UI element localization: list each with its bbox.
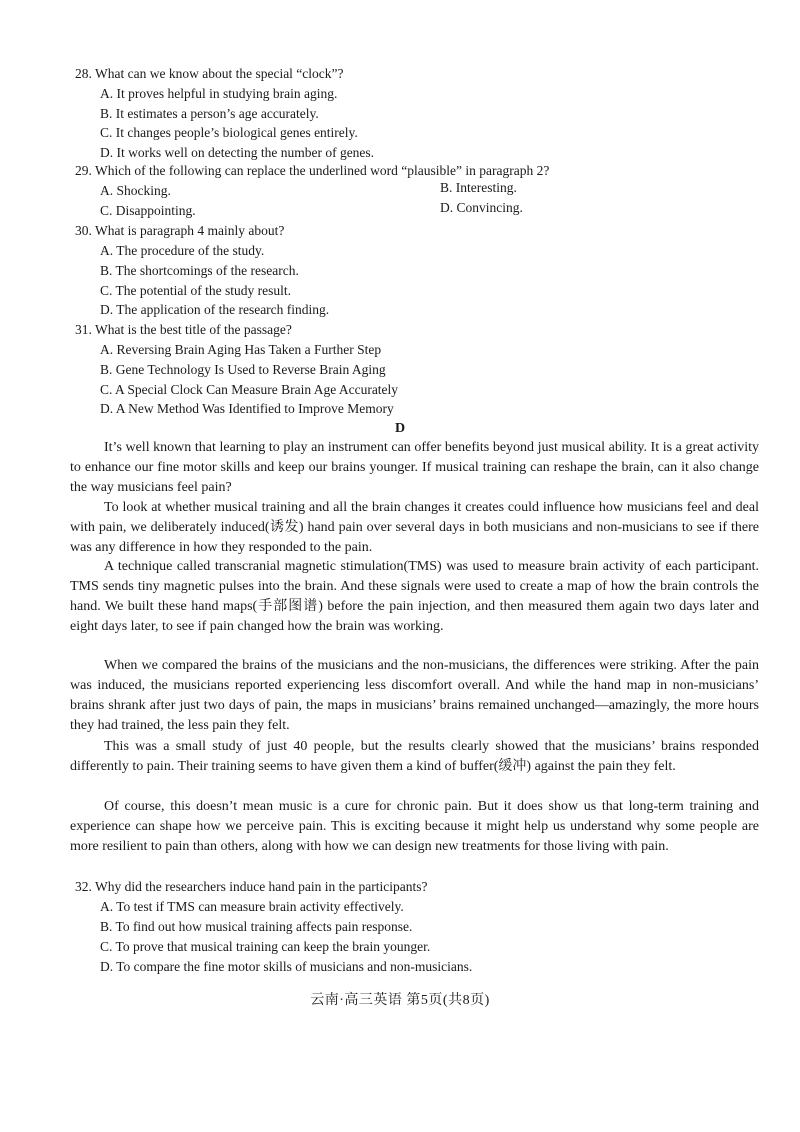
question-32-option-a: A. To test if TMS can measure brain activity effectively. <box>100 899 404 914</box>
question-30-option-c: C. The potential of the study result. <box>100 283 291 298</box>
question-30-option-d: D. The application of the research finding. <box>100 302 330 317</box>
passage-paragraph-2: To look at whether musical training and all the brain changes it creates could influence how musicians feel and deal with pain, we deliberately induced(诱发) hand pain over several days in both musicians and non-musicians to see if there was any difference in how they responded to the pain. <box>70 500 759 555</box>
passage-paragraph-4: When we compared the brains of the musicians and the non-musicians, the differences were striking. After the pain was induced, the musicians reported experiencing less discomfort overall. And while the hand map in non-musicians’ brains shrank after just two days of pain, the maps in musicians’ brains remained unchanged—amazingly, the more hours they had trained, the less pain they felt. <box>70 658 759 733</box>
passage-paragraph-3: A technique called transcranial magnetic stimulation(TMS) was used to measure brain activity of each participant. TMS sends tiny magnetic pulses into the brain. And these signals were used to create a map of how the brain controls the hand. We built these hand maps(手部图谱) before the pain injection, and then measured them again two days later and eight days later, to see if pain changed how the brain was working. <box>70 559 759 634</box>
question-31-option-d: D. A New Method Was Identified to Improve Memory <box>100 401 394 416</box>
question-32-stem: 32. Why did the researchers induce hand pain in the participants? <box>75 879 428 894</box>
question-28-option-a: A. It proves helpful in studying brain aging. <box>100 86 338 101</box>
question-31-stem: 31. What is the best title of the passage? <box>75 322 292 337</box>
question-29-option-c: C. Disappointing. <box>100 203 196 218</box>
question-30-option-a: A. The procedure of the study. <box>100 243 265 258</box>
question-28-option-b: B. It estimates a person’s age accurately. <box>100 106 319 121</box>
passage-paragraph-5: This was a small study of just 40 people, but the results clearly showed that the musicians’ brains responded differently to pain. Their training seems to have given them a kind of buffer(缓冲) against the pain they felt. <box>70 739 759 774</box>
question-28-stem: 28. What can we know about the special “clock”? <box>75 66 344 81</box>
question-28-option-c: C. It changes people’s biological genes entirely. <box>100 125 358 140</box>
section-d-heading: D <box>394 421 406 436</box>
question-29-option-b: B. Interesting. <box>440 180 517 195</box>
question-31-option-a: A. Reversing Brain Aging Has Taken a Further Step <box>100 342 382 357</box>
question-28-option-d: D. It works well on detecting the number of genes. <box>100 145 375 160</box>
question-29-stem: 29. Which of the following can replace the underlined word “plausible” in paragraph 2? <box>75 163 550 178</box>
question-31-option-b: B. Gene Technology Is Used to Reverse Brain Aging <box>100 362 386 377</box>
question-32-option-b: B. To find out how musical training affects pain response. <box>100 919 413 934</box>
question-32-option-c: C. To prove that musical training can keep the brain younger. <box>100 939 431 954</box>
question-31-option-c: C. A Special Clock Can Measure Brain Age Accurately <box>100 382 399 397</box>
question-29-option-d: D. Convincing. <box>440 200 523 215</box>
passage-paragraph-6: Of course, this doesn’t mean music is a cure for chronic pain. But it does show us that long-term training and experience can shape how we perceive pain. This is exciting because it might help us understand why some people are more resilient to pain than others, along with how we can design new treatments for those living with pain. <box>70 799 759 854</box>
page-footer: 云南·高三英语 第5页(共8页) <box>310 993 490 1008</box>
question-30-option-b: B. The shortcomings of the research. <box>100 263 299 278</box>
question-30-stem: 30. What is paragraph 4 mainly about? <box>75 223 285 238</box>
passage-paragraph-1: It’s well known that learning to play an instrument can offer benefits beyond just musical ability. It is a great activity to enhance our fine motor skills and keep our brains younger. If musical training can reshape the brain, can it also change the way musicians feel pain? <box>70 440 759 495</box>
question-32-option-d: D. To compare the fine motor skills of musicians and non-musicians. <box>100 959 473 974</box>
question-29-option-a: A. Shocking. <box>100 183 171 198</box>
